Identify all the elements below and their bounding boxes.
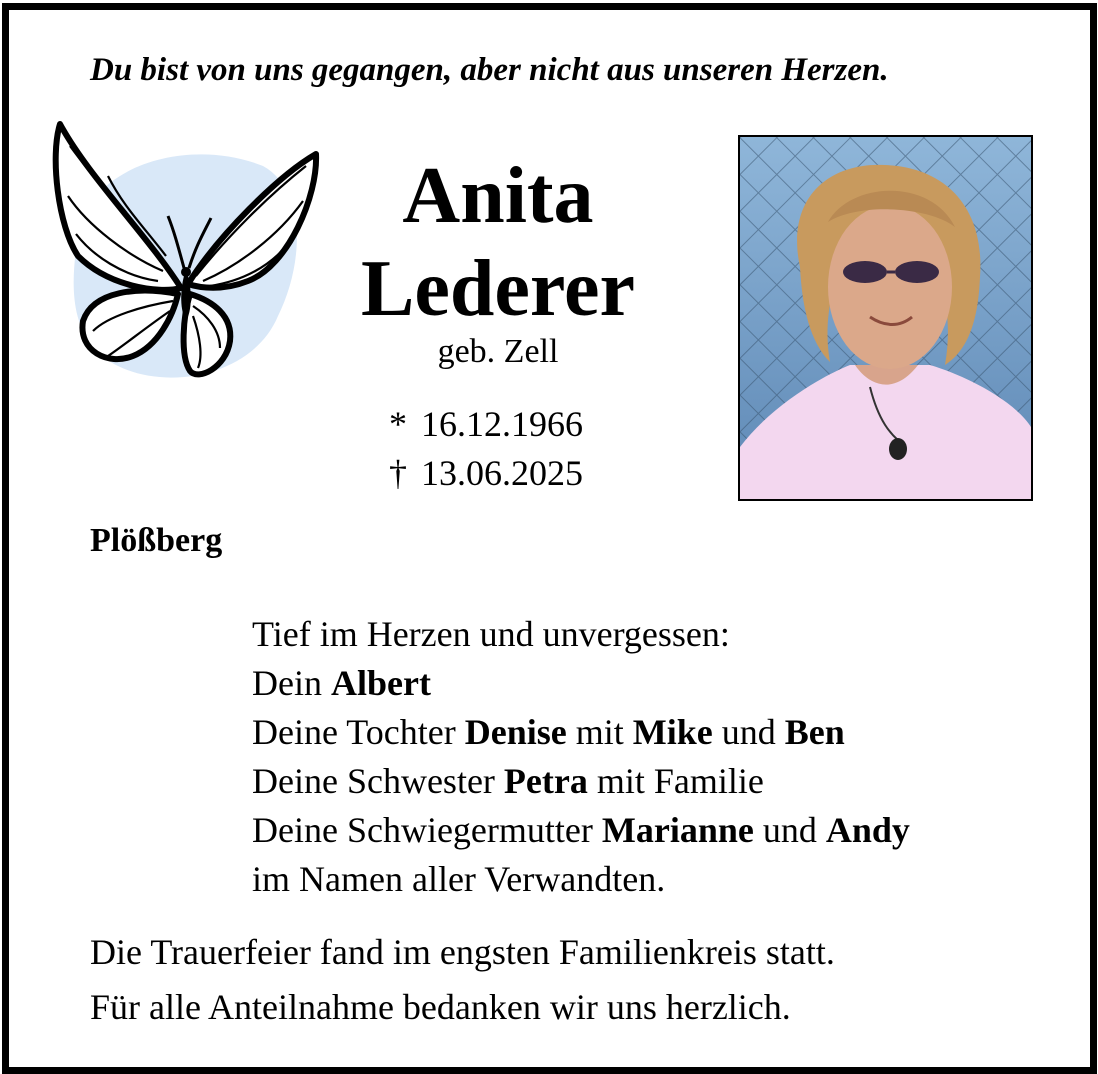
- birth-line: [384, 400, 583, 449]
- mourner-line: Deine Schwiegermutter Marianne und Andy: [252, 810, 910, 850]
- birth-date: 16.12.1966: [421, 404, 583, 444]
- location: Plößberg: [90, 522, 223, 559]
- death-cross-icon: †: [389, 453, 407, 493]
- motto: Du bist von uns gegangen, aber nicht aus unseren Herzen.: [90, 52, 889, 88]
- funeral-note: Die Trauerfeier fand im engsten Familienkreis statt.: [90, 932, 835, 972]
- deceased-name: [336, 150, 660, 336]
- mourner-line: Deine Schwester Petra mit Familie: [252, 761, 764, 801]
- first-name: Anita: [402, 152, 594, 240]
- maiden-name: geb. Zell: [437, 333, 559, 370]
- last-name: Lederer: [361, 245, 635, 333]
- thanks-note: Für alle Anteilnahme bedanken wir uns herzlich.: [90, 987, 791, 1027]
- birth-star-icon: *: [389, 404, 407, 444]
- mourner-line: Deine Tochter Denise mit Mike und Ben: [252, 712, 845, 752]
- mourner-line: Dein Albert: [252, 663, 431, 703]
- mourners-intro: Tief im Herzen und unvergessen:: [252, 614, 730, 654]
- death-date: 13.06.2025: [421, 453, 583, 493]
- death-line: [384, 449, 583, 498]
- portrait-photo: [738, 135, 1033, 501]
- life-dates: [384, 400, 583, 498]
- mourners-list: [252, 610, 910, 904]
- butterfly-icon: [48, 116, 328, 396]
- mourners-closing: im Namen aller Verwandten.: [252, 859, 666, 899]
- closing-text: [90, 925, 835, 1035]
